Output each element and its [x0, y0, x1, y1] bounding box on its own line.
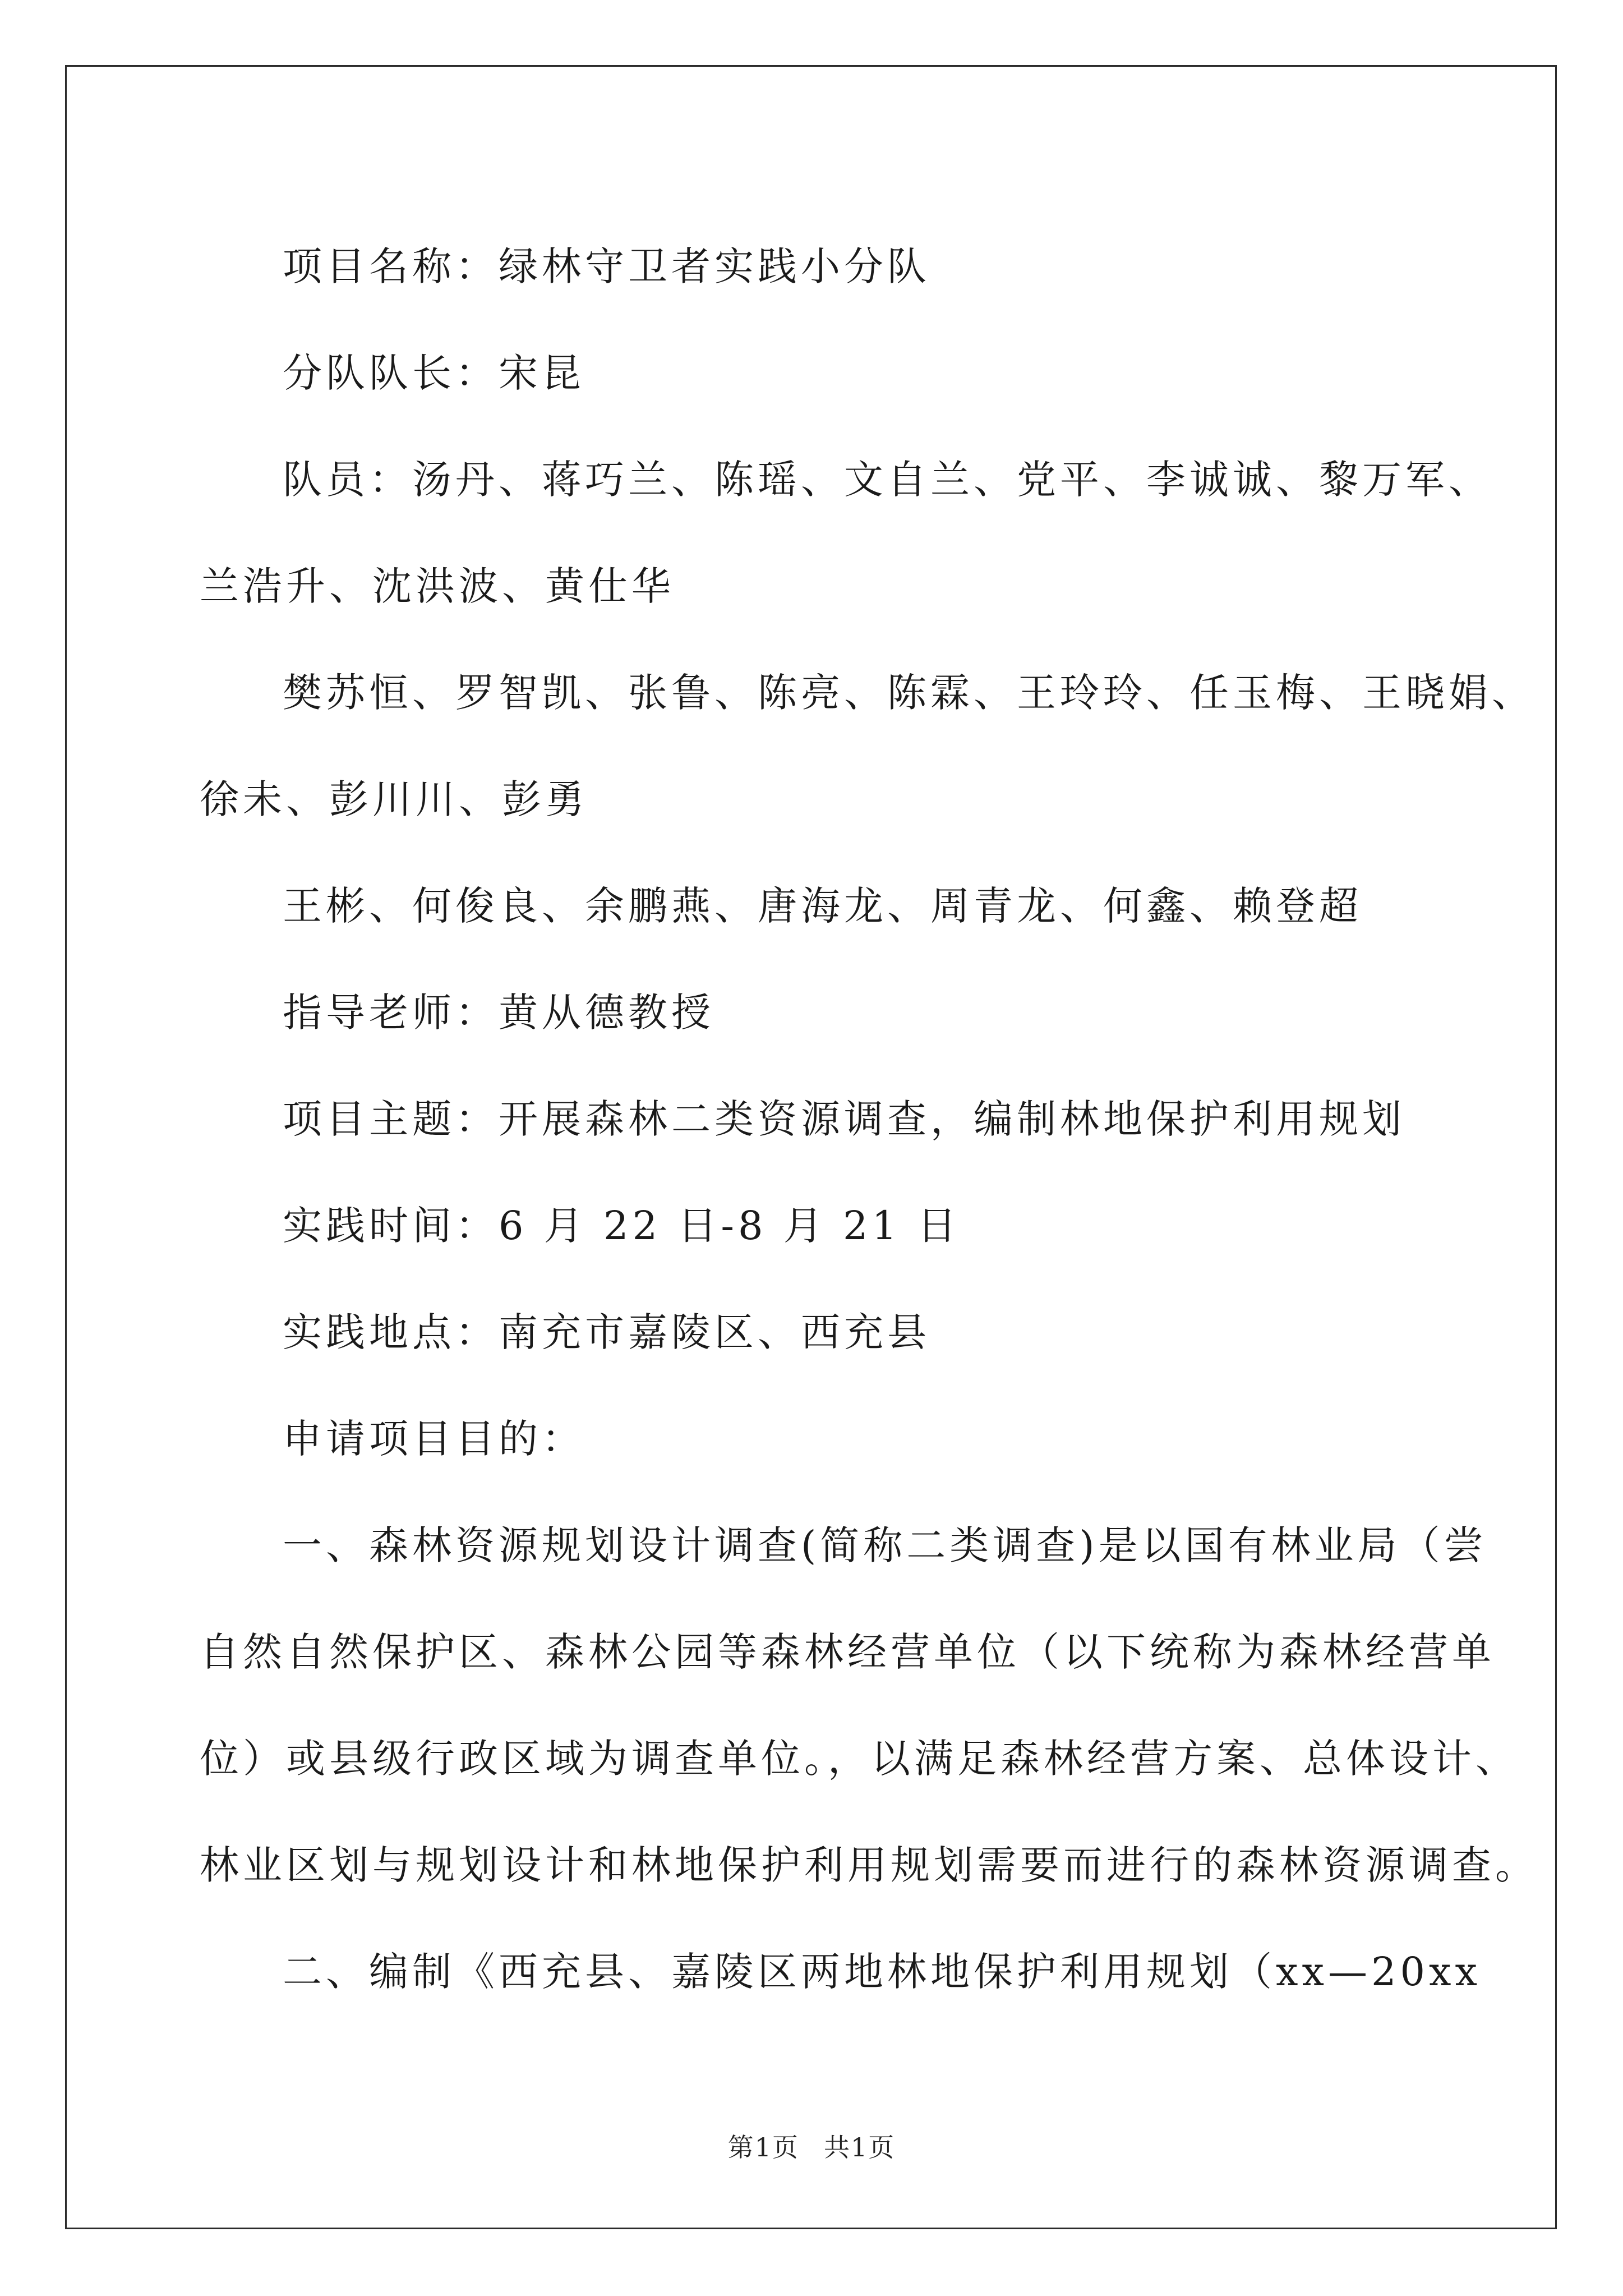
page-number-total: 共1页 — [824, 2132, 896, 2162]
advisor-line: 指导老师：黄从德教授 — [283, 990, 714, 1036]
members-line-4: 徐未、彭川川、彭勇 — [200, 776, 588, 822]
practice-location-line: 实践地点：南充市嘉陵区、西充县 — [283, 1309, 930, 1355]
purpose-heading: 申请项目目的： — [283, 1416, 585, 1462]
document-body — [200, 213, 1538, 2025]
purpose-paragraph-1-line-4: 林业区划与规划设计和林地保护利用规划需要而进行的森林资源调查。 — [200, 1842, 1538, 1888]
members-line-1: 队员：汤丹、蒋巧兰、陈瑶、文自兰、党平、李诚诚、黎万军、 — [283, 457, 1492, 503]
purpose-paragraph-1-line-2: 自然自然保护区、森林公园等森林经营单位（以下统称为森林经营单 — [200, 1629, 1495, 1675]
team-leader-line: 分队队长：宋昆 — [283, 350, 585, 396]
members-line-5: 王彬、何俊良、余鹏燕、唐海龙、周青龙、何鑫、赖登超 — [283, 883, 1362, 929]
members-line-2: 兰浩升、沈洪波、黄仕华 — [200, 563, 675, 609]
project-theme-line: 项目主题：开展森林二类资源调查，编制林地保护利用规划 — [283, 1096, 1405, 1142]
page-footer — [0, 2131, 1623, 2164]
members-line-3: 樊苏恒、罗智凯、张鲁、陈亮、陈霖、王玲玲、任玉梅、王晓娟、 — [283, 670, 1535, 716]
purpose-paragraph-1-line-1: 一、森林资源规划设计调查(简称二类调查)是以国有林业局（尝 — [283, 1522, 1487, 1568]
purpose-paragraph-2-line-1: 二、编制《西充县、嘉陵区两地林地保护利用规划（xx—20xx — [283, 1949, 1481, 1995]
practice-time-line: 实践时间：6 月 22 日-8 月 21 日 — [283, 1203, 961, 1249]
page-number-current: 第1页 — [727, 2132, 799, 2162]
project-name-line: 项目名称：绿林守卫者实践小分队 — [283, 243, 930, 289]
purpose-paragraph-1-line-3: 位）或县级行政区域为调查单位。，以满足森林经营方案、总体设计、 — [200, 1736, 1519, 1782]
